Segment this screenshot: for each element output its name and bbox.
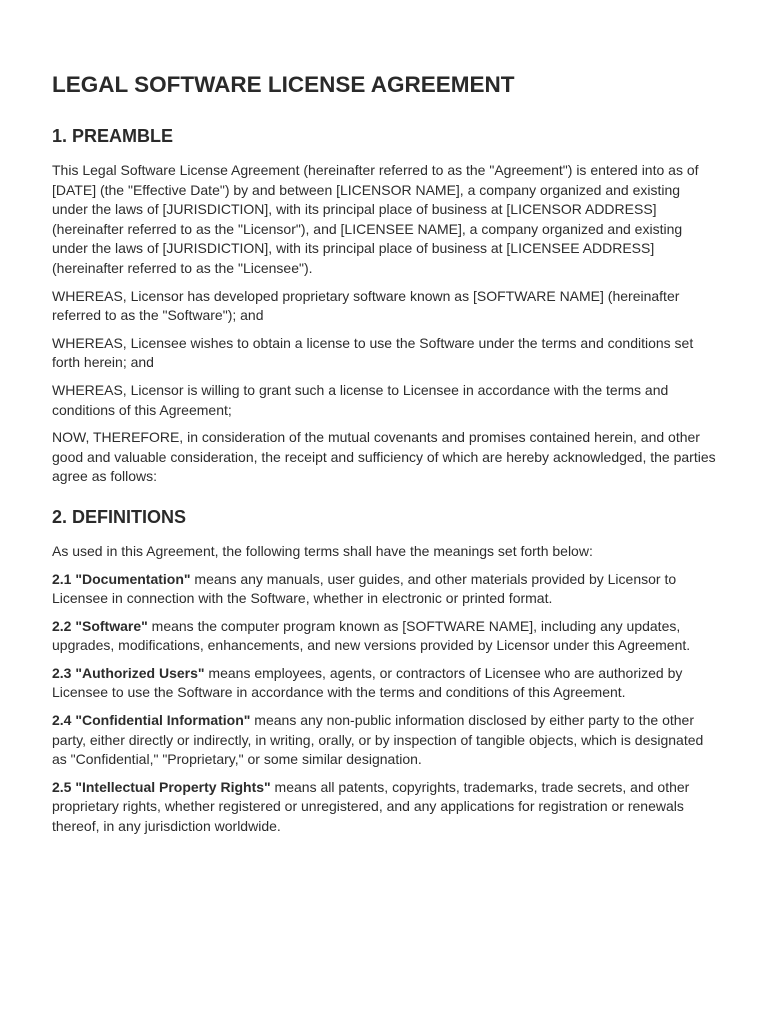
- definition-text: means employees, agents, or contractors of Licensee who are authorized by Licensee to use the Software in accordance with the terms and conditions of this Agreement.: [52, 664, 683, 701]
- definition-text: means any non-public information disclosed by either party to the other party, either directly or indirectly, in writing, orally, or by inspection of tangible objects, which is designated as "Confidential," "Proprietary," or some similar designation.: [52, 712, 704, 768]
- definition-term: 2.1 "Documentation": [52, 570, 191, 587]
- definition-term: 2.2 "Software": [52, 617, 148, 634]
- definition-item: [52, 617, 718, 656]
- preamble-paragraph: This Legal Software License Agreement (hereinafter referred to as the "Agreement") is entered into as of [DATE] (the "Effective Date") by and between [LICENSOR NAME], a company organized and existing under the laws of [JURISDICTION], with its principal place of business at [LICENSOR ADDRESS] (hereinafter referred to as the "Licensor"), and [LICENSEE NAME], a company organized and existing under the laws of [JURISDICTION], with its principal place of business at [LICENSEE ADDRESS] (hereinafter referred to as the "Licensee").: [52, 162, 699, 276]
- definition-term: 2.4 "Confidential Information": [52, 712, 251, 729]
- document-title: LEGAL SOFTWARE LICENSE AGREEMENT: [52, 72, 515, 97]
- section-definitions: [52, 505, 718, 837]
- definition-item: [52, 664, 718, 703]
- definition-text: means the computer program known as [SOFTWARE NAME], including any updates, upgrades, modifications, enhancements, and new versions provided by Licensor under this Agreement.: [52, 617, 691, 654]
- definition-item: [52, 711, 718, 770]
- definition-item: [52, 570, 718, 609]
- section-heading: 2. DEFINITIONS: [52, 506, 187, 527]
- now-therefore-paragraph: NOW, THEREFORE, in consideration of the mutual covenants and promises contained herein, and other good and valuable consideration, the receipt and sufficiency of which are hereby acknowledged, the parties agree as follows:: [52, 429, 716, 485]
- whereas-paragraph: WHEREAS, Licensee wishes to obtain a license to use the Software under the terms and conditions set forth herein; and: [52, 334, 694, 371]
- whereas-paragraph: WHEREAS, Licensor is willing to grant such a license to Licensee in accordance with the terms and conditions of this Agreement;: [52, 381, 669, 418]
- whereas-paragraph: WHEREAS, Licensor has developed proprietary software known as [SOFTWARE NAME] (hereinafter referred to as the "Software"); and: [52, 287, 680, 324]
- definition-text: means any manuals, user guides, and other materials provided by Licensor to Licensee in connection with the Software, whether in electronic or printed format.: [52, 570, 677, 607]
- definition-text: means all patents, copyrights, trademarks, trade secrets, and other proprietary rights, whether registered or unregistered, and any applications for registration or renewals thereof, in any jurisdiction worldwide.: [52, 778, 690, 835]
- definition-item: [52, 778, 718, 837]
- definitions-intro: As used in this Agreement, the following terms shall have the meanings set forth below:: [52, 542, 593, 559]
- section-preamble: [52, 124, 718, 487]
- definition-term: 2.5 "Intellectual Property Rights": [52, 778, 271, 795]
- section-heading: 1. PREAMBLE: [52, 126, 174, 146]
- definition-term: 2.3 "Authorized Users": [52, 664, 205, 681]
